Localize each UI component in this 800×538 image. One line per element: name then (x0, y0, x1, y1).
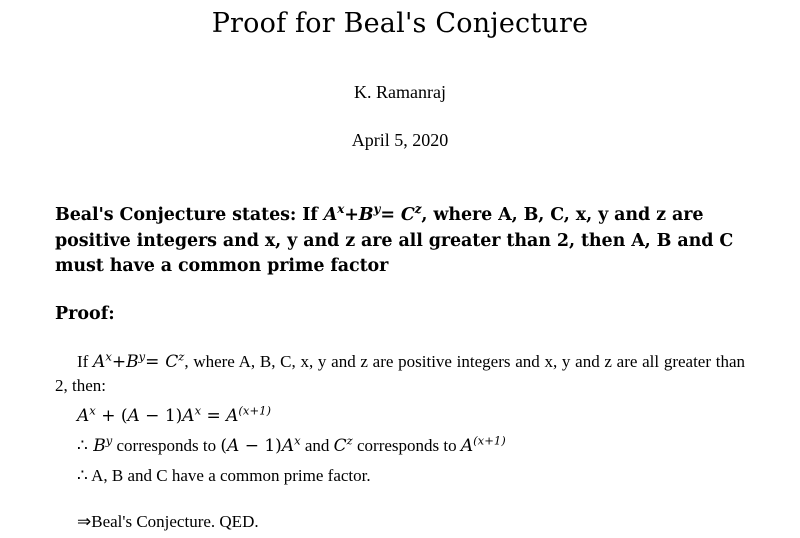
proof-conclusion-line: ∴ A, B and C have a common prime factor. (77, 466, 371, 486)
proof-heading: Proof: (55, 303, 115, 324)
proof-body (55, 350, 745, 535)
document-page (0, 8, 800, 538)
proof-paragraph-1 (55, 350, 745, 398)
proof-p1-pre: If (77, 351, 89, 371)
document-title: Proof for Beal's Conjecture (211, 8, 589, 39)
statement-equation: $A^x+B^y= C^z$ (323, 202, 422, 226)
document-author: K. Ramanraj (354, 82, 446, 103)
proof-p1-tail: , where A, B, C, x, y and z are positive integers and x, y and z are all greater than 2, then: (55, 351, 745, 395)
statement-lead: Beal's Conjecture states: If (55, 205, 318, 226)
statement-tail: , where A, B, C, x, y and z are positive integers and x, y and z are all greater than 2, then A, B and C must have a common prime factor (55, 205, 734, 277)
proof-p1-equation: $A^x+B^y= C^z$ (93, 348, 185, 372)
conjecture-statement (55, 203, 745, 279)
proof-equation-line: $A^x + (A - 1)A^x = A^{(x+1)}$ (77, 403, 271, 426)
document-date: April 5, 2020 (351, 130, 449, 151)
proof-correspondence-line: ∴ $B^y$ corresponds to $(A - 1)A^x$ and $C^z$ corresponds to $A^{(x+1)}$ (77, 433, 506, 456)
proof-qed-line: ⇒Beal's Conjecture. QED. (77, 512, 259, 532)
